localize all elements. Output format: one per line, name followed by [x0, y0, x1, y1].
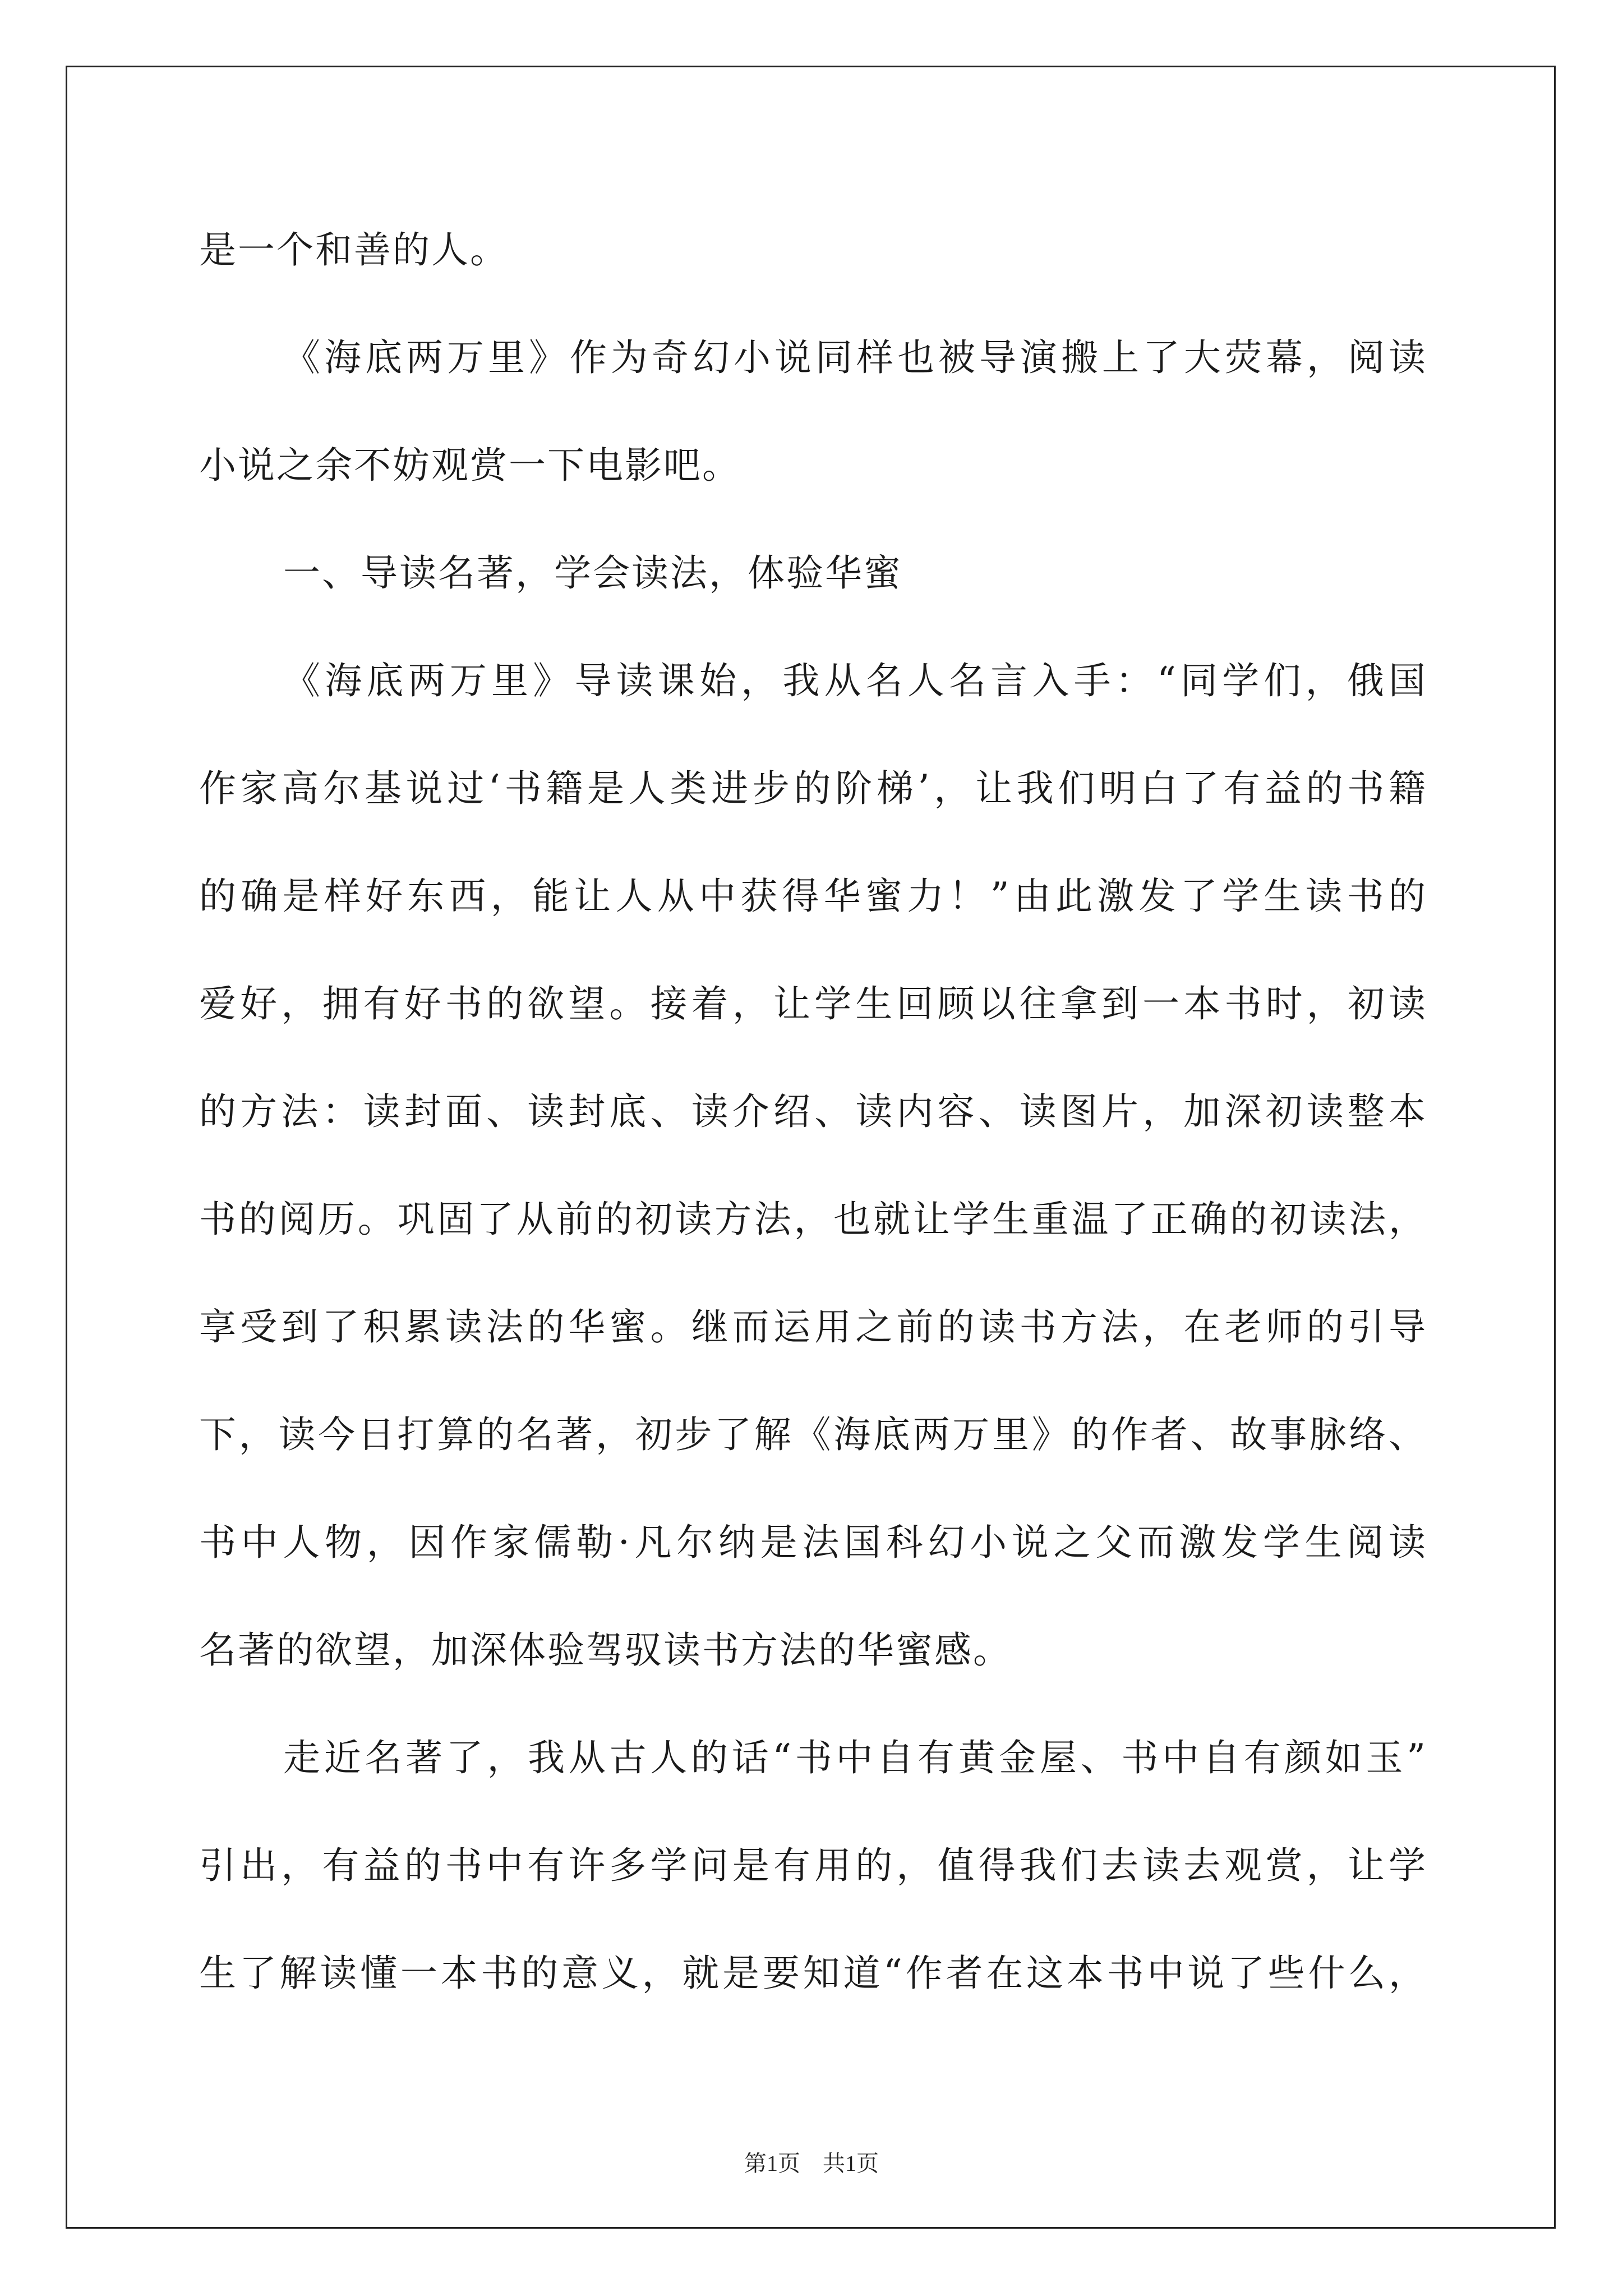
text-line: 书的阅历。巩固了从前的初读方法，也就让学生重温了正确的初读法，	[199, 1198, 1427, 1241]
text-line: 引出，有益的书中有许多学问是有用的，值得我们去读去观赏，让学	[199, 1844, 1427, 1887]
text-line: 是一个和善的人。	[199, 228, 509, 272]
text-line: 小说之余不妨观赏一下电影吧。	[199, 444, 741, 487]
text-line: 下，读今日打算的名著，初步了解《海底两万里》的作者、故事脉络、	[199, 1413, 1427, 1456]
text-line: 生了解读懂一本书的意义，就是要知道“作者在这本书中说了些什么，	[199, 1952, 1427, 1995]
text-line: 《海底两万里》作为奇幻小说同样也被导演搬上了大荧幕，阅读	[283, 336, 1427, 379]
text-line: 名著的欲望，加深体验驾驭读书方法的华蜜感。	[199, 1628, 1012, 1672]
text-line: 《海底两万里》导读课始，我从名人名言入手：“同学们，俄国	[283, 659, 1427, 702]
page-footer	[0, 2146, 1623, 2178]
text-line: 书中人物，因作家儒勒·凡尔纳是法国科幻小说之父而激发学生阅读	[199, 1521, 1427, 1564]
page-number-total: 共1页	[823, 2151, 879, 2176]
text-line: 的方法：读封面、读封底、读介绍、读内容、读图片，加深初读整本	[199, 1090, 1427, 1133]
text-line: 爱好，拥有好书的欲望。接着，让学生回顾以往拿到一本书时，初读	[199, 982, 1427, 1025]
text-line: 作家高尔基说过‘书籍是人类进步的阶梯’，让我们明白了有益的书籍	[199, 767, 1427, 810]
text-line: 一、导读名著，学会读法，体验华蜜	[283, 551, 902, 595]
text-line: 走近名著了，我从古人的话“书中自有黄金屋、书中自有颜如玉”	[283, 1736, 1427, 1779]
text-line: 享受到了积累读法的华蜜。继而运用之前的读书方法，在老师的引导	[199, 1305, 1427, 1349]
document-body	[199, 196, 1427, 2027]
text-line: 的确是样好东西，能让人从中获得华蜜力！”由此激发了学生读书的	[199, 875, 1427, 918]
page-number-current: 第1页	[744, 2151, 800, 2176]
